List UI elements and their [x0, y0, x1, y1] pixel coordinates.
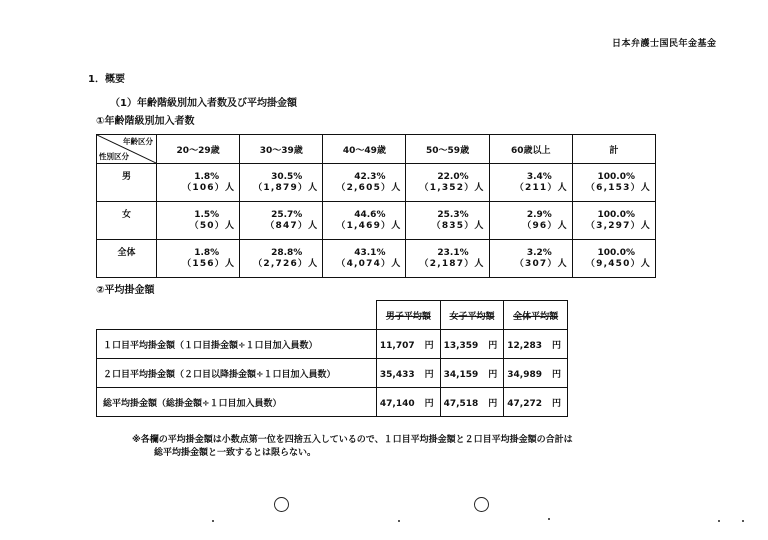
scan-speck: [212, 520, 214, 522]
table-cell: [489, 240, 572, 278]
punch-hole-right: [474, 497, 489, 512]
table-cell: [489, 164, 572, 202]
amount-value: 34,159: [443, 369, 479, 380]
table-row-total: [97, 240, 656, 278]
pct-value: 23.1%: [437, 247, 469, 258]
table-cell: [406, 202, 489, 240]
pct-value: 100.0%: [597, 209, 635, 220]
count-value: （847）人: [265, 220, 319, 231]
col-header-overall-avg-text: 全体平均額: [513, 311, 559, 322]
col-header-male-avg-text: 男子平均額: [385, 311, 431, 322]
pct-value: 3.2%: [526, 247, 552, 258]
pct-value: 43.1%: [354, 247, 386, 258]
col-header-20s: 20～29歳: [157, 135, 240, 164]
count-value: （307）人: [514, 258, 568, 269]
age-group-membership-table: [96, 134, 656, 278]
col-header-total: 計: [572, 135, 655, 164]
row-label-total: 全体: [97, 240, 157, 278]
col-header-male-avg: [377, 301, 441, 330]
yen-unit: 円: [488, 398, 498, 409]
pct-value: 25.7%: [271, 209, 303, 220]
count-value: （9,450）人: [585, 258, 651, 269]
pct-value: 28.8%: [271, 247, 303, 258]
count-value: （156）人: [182, 258, 236, 269]
count-value: （96）人: [522, 220, 568, 231]
col-header-female-avg: [440, 301, 504, 330]
table-row: [97, 388, 568, 417]
yen-unit: 円: [488, 340, 498, 351]
row-label-female: 女: [97, 202, 157, 240]
yen-unit: 円: [488, 369, 498, 380]
count-value: （2,187）人: [419, 258, 485, 269]
corner-age-label: 年齢区分: [123, 137, 153, 146]
yen-unit: 円: [424, 340, 434, 351]
pct-value: 44.6%: [354, 209, 386, 220]
amount-cell: [440, 388, 504, 417]
footnote-line-1: ※各欄の平均掛金額は小数点第一位を四捨五入しているので、１口目平均掛金額と２口目平均掛金額の合計は: [132, 435, 573, 445]
pct-value: 2.9%: [526, 209, 552, 220]
table-cell: [240, 202, 323, 240]
table1-header-row: [97, 135, 656, 164]
corner-sex-label: 性別区分: [99, 152, 129, 161]
table-cell: [406, 164, 489, 202]
amount-value: 11,707: [379, 340, 415, 351]
row-label-male: 男: [97, 164, 157, 202]
amount-cell: [504, 388, 568, 417]
yen-unit: 円: [424, 398, 434, 409]
count-value: （3,297）人: [585, 220, 651, 231]
footnote-line-2: 総平均掛金額と一致するとは限らない。: [154, 448, 317, 458]
yen-unit: 円: [424, 369, 434, 380]
amount-cell: [377, 330, 441, 359]
pct-value: 22.0%: [437, 171, 469, 182]
section-title: 1．概要: [88, 74, 125, 85]
pct-value: 30.5%: [271, 171, 303, 182]
table-row-male: [97, 164, 656, 202]
table-row: [97, 330, 568, 359]
scan-speck: [718, 520, 720, 522]
col-header-50s: 50～59歳: [406, 135, 489, 164]
table-cell: [157, 202, 240, 240]
table-cell: [240, 164, 323, 202]
row-label-total-avg: 総平均掛金額（総掛金額÷１口目加入員数）: [97, 388, 377, 417]
pct-value: 1.5%: [194, 209, 220, 220]
col-header-overall-avg: [504, 301, 568, 330]
count-value: （1,352）人: [419, 182, 485, 193]
pct-value: 42.3%: [354, 171, 386, 182]
count-value: （1,879）人: [253, 182, 319, 193]
count-value: （2,726）人: [253, 258, 319, 269]
average-contribution-table: [96, 300, 568, 417]
organization-name: 日本弁護士国民年金基金: [612, 39, 717, 49]
count-value: （6,153）人: [585, 182, 651, 193]
table-cell: [489, 202, 572, 240]
col-header-40s: 40～49歳: [323, 135, 406, 164]
amount-cell: [440, 359, 504, 388]
col-header-30s: 30～39歳: [240, 135, 323, 164]
amount-value: 35,433: [379, 369, 415, 380]
amount-cell: [377, 388, 441, 417]
amount-cell: [440, 330, 504, 359]
amount-value: 12,283: [507, 340, 542, 351]
pct-value: 3.4%: [526, 171, 552, 182]
pct-value: 1.8%: [194, 247, 220, 258]
yen-unit: 円: [551, 398, 561, 409]
table-cell: [323, 202, 406, 240]
table2-label: ②平均掛金額: [96, 285, 155, 296]
amount-cell: [377, 359, 441, 388]
yen-unit: 円: [551, 340, 561, 351]
count-value: （106）人: [182, 182, 236, 193]
count-value: （50）人: [189, 220, 236, 231]
amount-value: 47,140: [379, 398, 415, 409]
amount-cell: [504, 359, 568, 388]
amount-value: 13,359: [443, 340, 479, 351]
table-row-female: [97, 202, 656, 240]
amount-cell: [504, 330, 568, 359]
section-subtitle: （1）年齢階級別加入者数及び平均掛金額: [110, 98, 297, 109]
table-cell: [323, 240, 406, 278]
pct-value: 100.0%: [597, 247, 635, 258]
punch-hole-left: [274, 497, 289, 512]
count-value: （211）人: [514, 182, 568, 193]
count-value: （1,469）人: [336, 220, 402, 231]
amount-value: 47,272: [507, 398, 542, 409]
table-cell: [323, 164, 406, 202]
scan-speck: [742, 520, 744, 522]
row-label-first-unit: １口目平均掛金額（１口目掛金額÷１口目加入員数）: [97, 330, 377, 359]
scan-speck: [398, 520, 400, 522]
pct-value: 100.0%: [597, 171, 635, 182]
table-cell: [572, 240, 655, 278]
pct-value: 25.3%: [437, 209, 469, 220]
table-cell: [572, 164, 655, 202]
col-header-60plus: 60歳以上: [489, 135, 572, 164]
table-cell: [157, 240, 240, 278]
amount-value: 47,518: [443, 398, 479, 409]
count-value: （2,605）人: [336, 182, 402, 193]
col-header-female-avg-text: 女子平均額: [449, 311, 495, 322]
table-cell: [157, 164, 240, 202]
table1-label: ①年齢階級別加入者数: [96, 116, 195, 127]
pct-value: 1.8%: [194, 171, 220, 182]
amount-value: 34,989: [507, 369, 542, 380]
table2-blank-corner: [97, 301, 377, 330]
table1-corner-cell: [97, 135, 157, 164]
table-cell: [572, 202, 655, 240]
table-cell: [406, 240, 489, 278]
count-value: （4,074）人: [336, 258, 402, 269]
scan-speck: [548, 518, 550, 520]
count-value: （835）人: [431, 220, 485, 231]
table2-header-row: [97, 301, 568, 330]
table-cell: [240, 240, 323, 278]
table-row: [97, 359, 568, 388]
yen-unit: 円: [551, 369, 561, 380]
row-label-second-unit: ２口目平均掛金額（２口目以降掛金額÷１口目加入員数）: [97, 359, 377, 388]
